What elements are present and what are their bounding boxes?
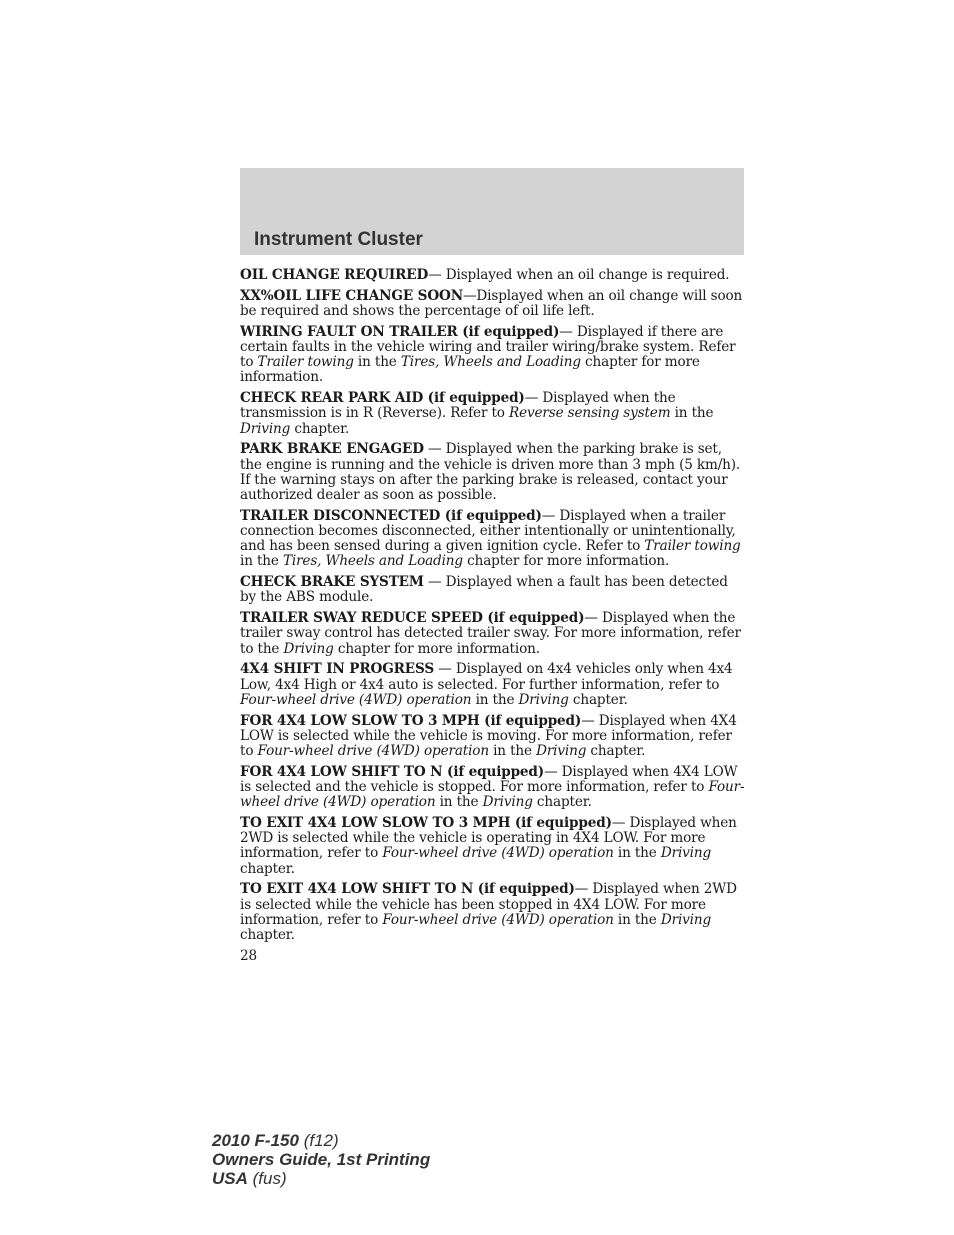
message-description: in the [670, 405, 714, 422]
footer-line-market [212, 1169, 430, 1188]
message-term: CHECK REAR PARK AID (if equipped) [240, 390, 525, 407]
message-description: — Displayed if there are certain faults in the vehicle wiring and trailer wiring/brake system. Refer to [240, 323, 736, 371]
message-paragraph [240, 442, 746, 503]
message-term: XX%OIL LIFE CHANGE SOON [240, 287, 463, 304]
cross-reference: Driving [660, 845, 712, 862]
page-number: 28 [240, 947, 257, 964]
message-description: in the [488, 743, 537, 760]
message-description: chapter. [290, 420, 350, 437]
message-description: — Displayed when an oil change is required. [428, 267, 730, 283]
cross-reference: Driving [660, 911, 712, 928]
message-description: — Displayed when the parking brake is set, the engine is running and the vehicle is driven more than 3 mph (5 km/h). If the warning stays on after the parking brake is released, contact your authorized dealer as soon as possible. [240, 441, 741, 504]
cross-reference: Driving [240, 420, 291, 437]
footer-line-model [212, 1131, 430, 1150]
cross-reference: Four-wheel drive (4WD) operation [257, 743, 489, 760]
message-term: TO EXIT 4X4 LOW SLOW TO 3 MPH (if equipped) [240, 815, 612, 832]
message-paragraph [240, 611, 746, 657]
cross-reference: Trailer towing [257, 354, 354, 371]
cross-reference: Driving [536, 743, 587, 760]
message-term: OIL CHANGE REQUIRED [240, 267, 429, 283]
message-term: 4X4 SHIFT IN PROGRESS [240, 661, 435, 678]
message-list [240, 268, 746, 943]
message-term: CHECK BRAKE SYSTEM [240, 574, 424, 591]
document-footer [212, 1131, 430, 1188]
footer-model-code: (f12) [303, 1131, 339, 1150]
cross-reference: Four-wheel drive (4WD) operation [240, 691, 472, 708]
message-description: — Displayed when 2WD is selected while the vehicle is operating in 4X4 LOW. For more information, refer to [240, 815, 737, 862]
cross-reference: Driving [518, 691, 569, 708]
message-description: in the [613, 911, 661, 928]
message-term: TRAILER DISCONNECTED (if equipped) [240, 507, 542, 524]
footer-market-code: (fus) [252, 1169, 287, 1188]
section-title: Instrument Cluster [254, 229, 423, 250]
cross-reference: Four-wheel drive (4WD) operation [240, 779, 745, 811]
message-term: PARK BRAKE ENGAGED [240, 441, 424, 458]
message-description: —Displayed when an oil change will soon be required and shows the percentage of oil life left. [240, 287, 743, 319]
message-paragraph [240, 816, 746, 877]
footer-guide: Owners Guide, 1st Printing [212, 1150, 431, 1169]
message-term: FOR 4X4 LOW SHIFT TO N (if equipped) [240, 763, 545, 780]
message-paragraph [240, 714, 746, 760]
message-description: chapter. [532, 794, 592, 811]
cross-reference: Driving [283, 640, 334, 657]
message-description: in the [613, 845, 661, 862]
message-paragraph [240, 289, 746, 319]
message-description: — Displayed when the transmission is in R (Reverse). Refer to [240, 390, 676, 422]
page-body [240, 268, 746, 964]
message-description: chapter. [240, 860, 295, 877]
message-term: TO EXIT 4X4 LOW SHIFT TO N (if equipped) [240, 881, 575, 898]
message-description: chapter for more information. [462, 553, 670, 570]
message-description: — Displayed when 2WD is selected while the vehicle has been stopped in 4X4 LOW. For more information, refer to [240, 881, 737, 928]
message-description: chapter. [586, 743, 646, 760]
message-term: FOR 4X4 LOW SLOW TO 3 MPH (if equipped) [240, 712, 582, 729]
message-description: in the [240, 553, 283, 570]
message-description: in the [435, 794, 483, 811]
message-description: chapter. [240, 927, 295, 944]
message-description: — Displayed when 4X4 LOW is selected and the vehicle is stopped. For more information, refer to [240, 763, 738, 796]
message-description: — Displayed when the trailer sway control has detected trailer sway. For more information, refer to the [240, 610, 741, 657]
message-paragraph [240, 882, 746, 943]
message-paragraph [240, 509, 746, 570]
section-header-band [240, 168, 744, 255]
message-description: — Displayed when a fault has been detected by the ABS module. [240, 574, 728, 606]
message-term: TRAILER SWAY REDUCE SPEED (if equipped) [240, 610, 585, 627]
cross-reference: Trailer towing [644, 538, 741, 555]
cross-reference: Four-wheel drive (4WD) operation [382, 845, 614, 862]
message-paragraph [240, 662, 746, 708]
message-paragraph [240, 325, 746, 386]
message-description: in the [471, 691, 519, 708]
footer-line-guide [212, 1150, 430, 1169]
message-description: — Displayed when 4X4 LOW is selected while the vehicle is moving. For more information, refer to [240, 712, 737, 760]
cross-reference: Tires, Wheels and Loading [282, 553, 463, 570]
message-description: chapter for more information. [333, 640, 540, 657]
cross-reference: Four-wheel drive (4WD) operation [382, 911, 614, 928]
footer-market: USA [212, 1169, 248, 1188]
message-description: — Displayed on 4x4 vehicles only when 4x4 Low, 4x4 High or 4x4 auto is selected. For further information, refer to [240, 661, 733, 693]
message-paragraph [240, 268, 746, 283]
message-paragraph [240, 575, 746, 605]
message-term: WIRING FAULT ON TRAILER (if equipped) [240, 323, 560, 340]
footer-model: 2010 F-150 [212, 1131, 299, 1150]
message-paragraph [240, 765, 746, 811]
message-description: chapter. [568, 691, 628, 708]
message-description: chapter for more information. [240, 354, 700, 386]
message-description: — Displayed when a trailer connection becomes disconnected, either intentionally or unintentionally, and has been sensed during a given ignition cycle. Refer to [240, 507, 736, 555]
cross-reference: Reverse sensing system [508, 405, 671, 422]
message-description: in the [353, 354, 401, 371]
cross-reference: Driving [482, 794, 533, 811]
cross-reference: Tires, Wheels and Loading [400, 354, 581, 371]
message-paragraph [240, 391, 746, 437]
